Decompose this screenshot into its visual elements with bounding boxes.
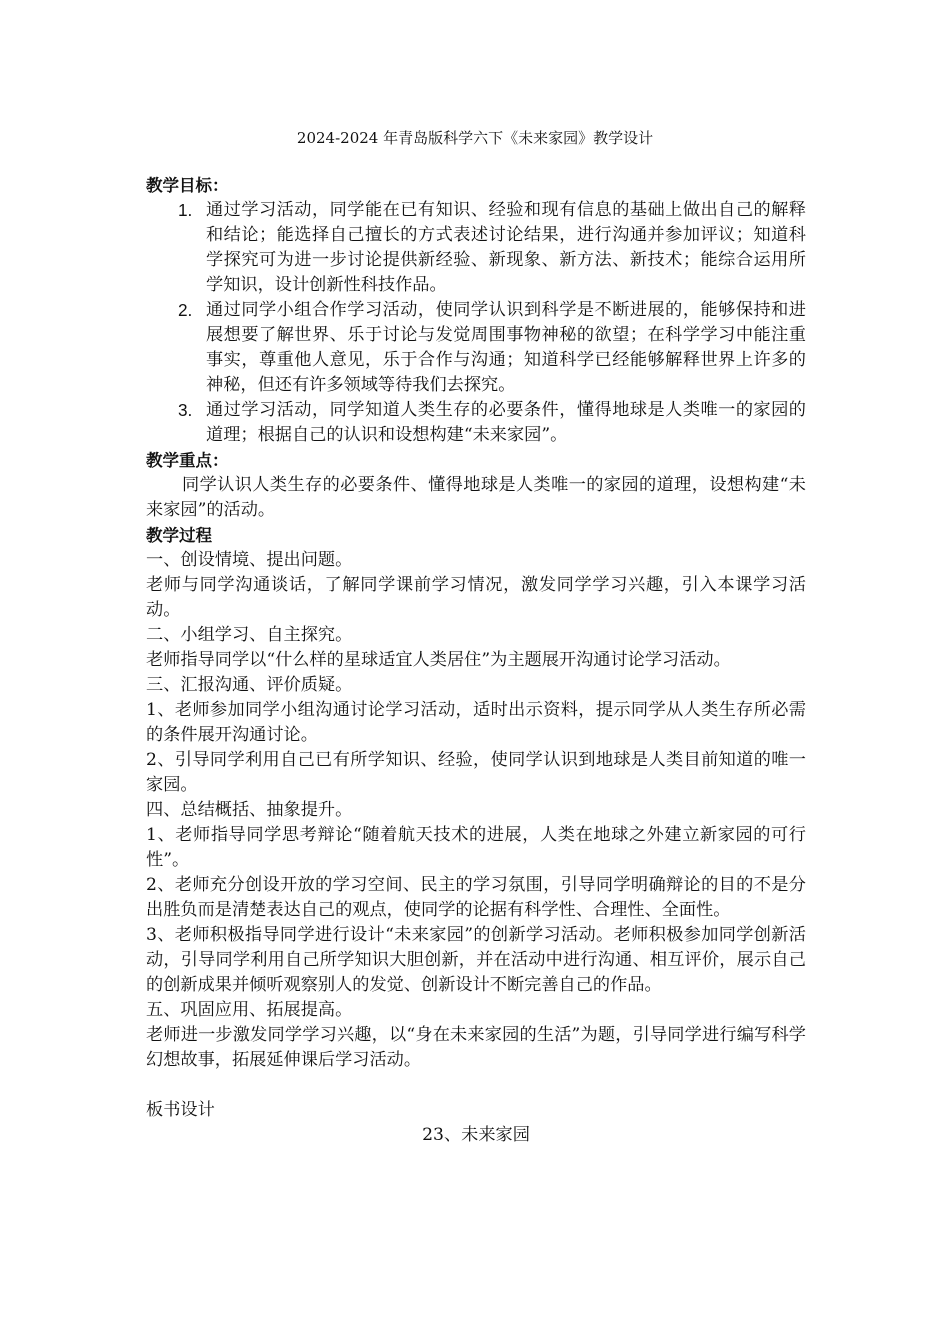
goal-item bbox=[146, 198, 806, 298]
goals-list bbox=[146, 198, 806, 448]
process-paragraph: 五、巩固应用、拓展提高。 bbox=[146, 1000, 353, 1020]
process-paragraph: 三、汇报沟通、评价质疑。 bbox=[146, 675, 353, 695]
focus-heading: 教学重点： bbox=[146, 451, 229, 470]
process-paragraph: 3、老师积极指导同学进行设计“未来家园”的创新学习活动。老师积极参加同学创新活动，引导同学利用自己所学知识大胆创新，并在活动中进行沟通、相互评价，展示自己的创新成果并倾听观察别人的发觉、创新设计不断完善自己的作品。 bbox=[146, 925, 806, 995]
board-heading: 板书设计 bbox=[146, 1100, 215, 1120]
process-paragraph: 老师指导同学以“什么样的星球适宜人类居住”为主题展开沟通讨论学习活动。 bbox=[146, 650, 731, 670]
process-paragraph: 二、小组学习、自主探究。 bbox=[146, 625, 353, 645]
goal-text: 通过学习活动，同学知道人类生存的必要条件，懂得地球是人类唯一的家园的道理；根据自己的认识和设想构建“未来家园”。 bbox=[206, 400, 806, 445]
process-paragraph: 2、老师充分创设开放的学习空间、民主的学习氛围，引导同学明确辩论的目的不是分出胜负而是清楚表达自己的观点，使同学的论据有科学性、合理性、全面性。 bbox=[146, 875, 806, 920]
goal-text: 通过学习活动，同学能在已有知识、经验和现有信息的基础上做出自己的解释和结论；能选择自己擅长的方式表述讨论结果，进行沟通并参加评议；知道科学探究可为进一步讨论提供新经验、新现象、新方法、新技术；能综合运用所学知识，设计创新性科技作品。 bbox=[206, 200, 806, 295]
blank-line bbox=[146, 1073, 806, 1098]
document-title: 2024-2024 年青岛版科学六下《未来家园》教学设计 bbox=[296, 129, 654, 147]
process-paragraph: 四、总结概括、抽象提升。 bbox=[146, 800, 353, 820]
focus-text: 同学认识人类生存的必要条件、懂得地球是人类唯一的家园的道理，设想构建“未来家园”的活动。 bbox=[146, 475, 806, 520]
goal-number: 1. bbox=[178, 200, 193, 220]
process-heading: 教学过程 bbox=[146, 526, 212, 545]
process-paragraph: 1、老师参加同学小组沟通讨论学习活动，适时出示资料，提示同学从人类生存所必需的条件展开沟通讨论。 bbox=[146, 700, 806, 745]
process-paragraph: 老师进一步激发同学学习兴趣，以“身在未来家园的生活”为题，引导同学进行编写科学幻想故事，拓展延伸课后学习活动。 bbox=[146, 1025, 806, 1070]
goals-heading: 教学目标： bbox=[146, 176, 229, 195]
goal-number: 3. bbox=[178, 400, 193, 420]
process-paragraph: 老师与同学沟通谈话，了解同学课前学习情况，激发同学学习兴趣，引入本课学习活动。 bbox=[146, 575, 806, 620]
process-paragraph: 1、老师指导同学思考辩论“随着航天技术的进展，人类在地球之外建立新家园的可行性”。 bbox=[146, 825, 806, 870]
goal-number: 2. bbox=[178, 300, 193, 320]
goal-item bbox=[146, 398, 806, 448]
document-body bbox=[146, 173, 806, 1148]
process-paragraph: 2、引导同学利用自己已有所学知识、经验，使同学认识到地球是人类目前知道的唯一家园。 bbox=[146, 750, 806, 795]
goal-item bbox=[146, 298, 806, 398]
goal-text: 通过同学小组合作学习活动，使同学认识到科学是不断进展的，能够保持和进展想要了解世界、乐于讨论与发觉周围事物神秘的欲望；在科学学习中能注重事实，尊重他人意见，乐于合作与沟通；知道科学已经能够解释世界上许多的神秘，但还有许多领域等待我们去探究。 bbox=[206, 300, 806, 395]
board-title: 23、未来家园 bbox=[422, 1125, 530, 1145]
process-paragraph: 一、创设情境、提出问题。 bbox=[146, 550, 353, 570]
